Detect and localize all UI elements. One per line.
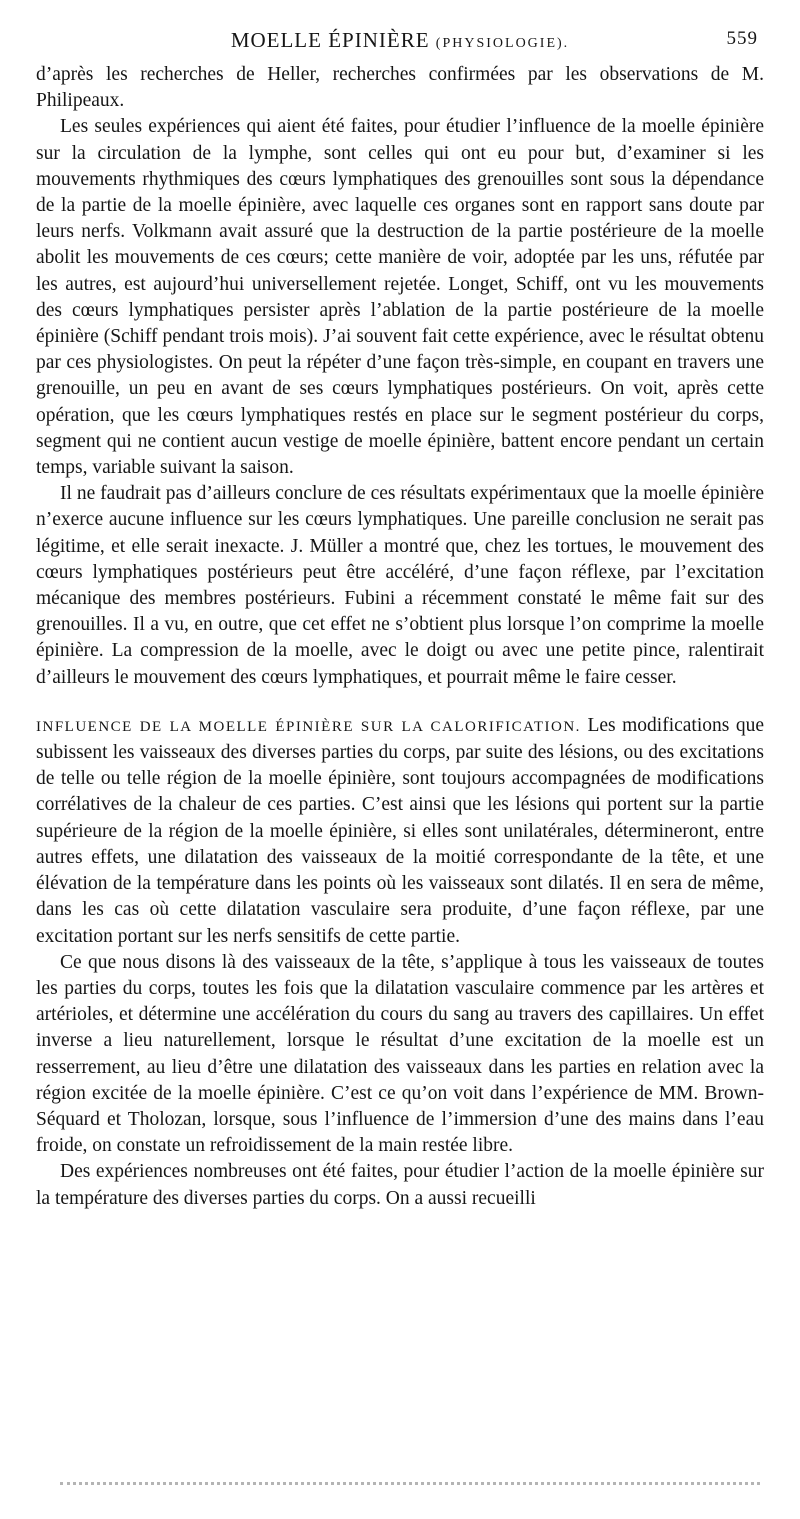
paragraph-continued: d’après les recherches de Heller, recherches confirmées par les observations de M. Philipeaux. [36,64,764,112]
document-page [36,28,764,1212]
paragraph-calorification [36,713,764,950]
page-number: 559 [726,28,758,49]
running-head [36,28,764,62]
bleed-through-line [60,1482,760,1485]
paragraph-experiments: Des expériences nombreuses ont été faites, pour étudier l’action de la moelle épinière sur la température des diverses parties du corps. On a aussi recueilli [36,1161,764,1209]
paragraph-spinal-influence: Il ne faudrait pas d’ailleurs conclure de ces résultats expérimentaux que la moelle épinière n’exerce aucune influence sur les cœurs lymphatiques. Une pareille conclusion ne serait pas légitime, et elle serait inexacte. J. Müller a montré que, chez les tortues, le mouvement des cœurs lymphatiques postérieurs peut être accéléré, d’une façon réflexe, par l’excitation mécanique des membres postérieurs. Fubini a récemment constaté le même fait sur des grenouilles. Il a vu, en outre, que cet effet ne s’obtient plus lorsque l’on comprime la moelle épinière. La compression de la moelle, avec le doigt ou avec une petite pince, ralentirait d’ailleurs le mouvement des cœurs lymphatiques, et pourrait même le faire cesser. [36,483,764,688]
section-heading: INFLUENCE DE LA MOELLE ÉPINIÈRE SUR LA CALORIFICATION. [36,718,581,735]
section-body-text: Les modifications que subissent les vaisseaux des diverses parties du corps, par suite des lésions, ou des excitations de telle ou telle région de la moelle épinière, sont toujours accompagnées de modifications corrélatives de la chaleur de ces parties. C’est ainsi que les lésions qui portent sur la partie supérieure de la région de la moelle épinière, si elles sont unilatérales, détermineront, entre autres effets, une dilatation des vaisseaux de la moitié correspondante de la tête, et une élévation de la température dans les points où les vaisseaux sont dilatés. Il en sera de même, dans les cas où cette dilatation vasculaire sera produite, d’une façon réflexe, par une excitation portant sur les nerfs sensitifs de cette partie. [36,714,765,947]
section-gap [36,691,764,713]
running-subtitle: (PHYSIOLOGIE). [435,36,570,51]
paragraph-lymph-hearts: Les seules expériences qui aient été faites, pour étudier l’influence de la moelle épinière sur la circulation de la lymphe, sont celles qui ont eu pour but, d’examiner si les mouvements rhythmiques des cœurs lymphatiques des grenouilles sont sous la dépendance de la partie de la moelle épinière, avec laquelle ces organes sont en rapport sans doute par leurs nerfs. Volkmann avait assuré que la destruction de la partie postérieure de la moelle abolit les mouvements de ces cœurs; cette manière de voir, adoptée par les uns, réfutée par les autres, est aujourd’hui universellement rejetée. Longet, Schiff, ont vu les mouvements des cœurs lymphatiques persister après l’ablation de la partie postérieure de la moelle épinière (Schiff pendant trois mois). J’ai souvent fait cette expérience, avec le résultat obtenu par ces physiologistes. On peut la répéter d’une façon très-simple, en coupant en travers une grenouille, un peu en avant de ses cœurs lymphatiques postérieurs. On voit, après cette opération, que les cœurs lymphatiques restés en place sur le segment postérieur du corps, segment qui ne contient aucun vestige de moelle épinière, battent encore pendant un certain temps, variable suivant la saison. [36,116,764,479]
running-title: MOELLE ÉPINIÈRE [230,28,430,52]
paragraph-vessels: Ce que nous disons là des vaisseaux de la tête, s’applique à tous les vaisseaux de toutes les parties du corps, toutes les fois que la dilatation vasculaire commence par les artères et artérioles, et détermine une accélération du cours du sang au travers des capillaires. Un effet inverse a lieu naturellement, lorsque le résultat d’une excitation de la moelle est un resserrement, au lieu d’être une dilatation des vaisseaux dans les parties en relation avec la région excitée de la moelle épinière. C’est ce qu’on voit dans l’expérience de MM. Brown-Séquard et Tholozan, lorsque, sous l’influence de l’immersion d’une des mains dans l’eau froide, on constate un refroidissement de la main restée libre. [36,951,764,1157]
